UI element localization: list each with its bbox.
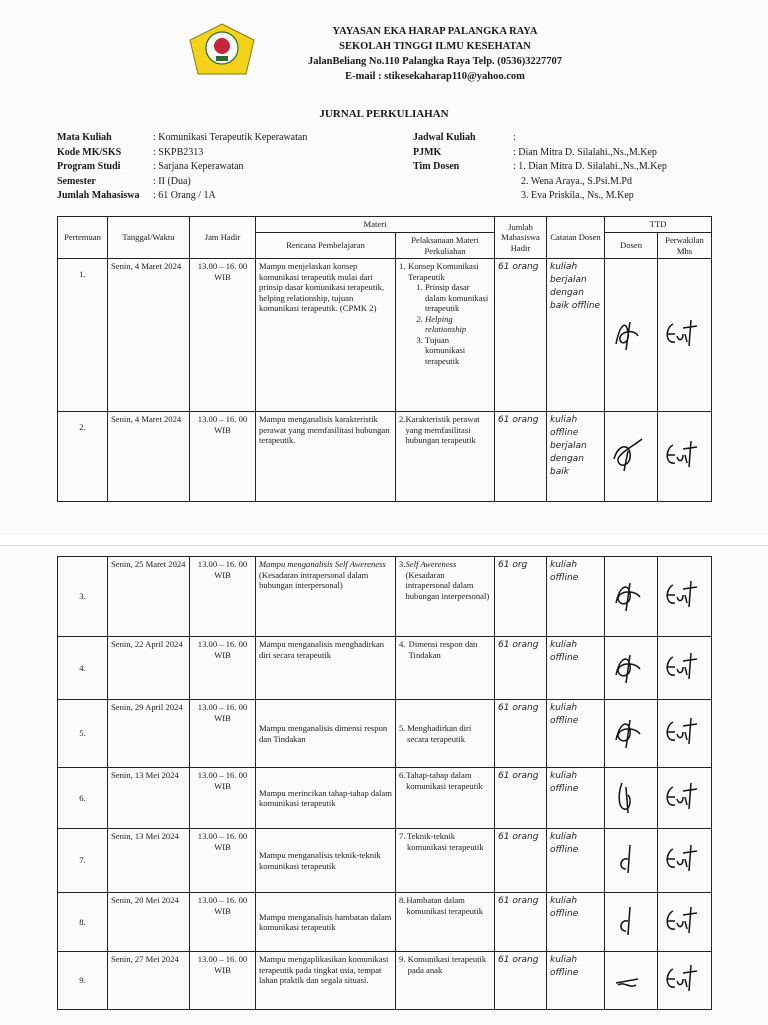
course-info-left: Mata Kuliah : Komunikasi Terapeutik Keperawatan Kode MK/SKS : SKPB2313 Program Studi : Sarjana Keperawatan Semester : II (Dua) Jumlah Mahasiswa : 61 Orang / 1A — [57, 132, 308, 201]
table-row: 7. Senin, 13 Mei 2024 13.00 – 16. 00 WIB Mampu menganalisis teknik-teknik komunikasi terapeutik 7. Teknik-teknik komunikasi terapeutik 61 orang kuliah offline — [58, 829, 712, 893]
student-signature — [658, 259, 712, 412]
document-page-2 — [0, 545, 768, 1025]
signature-icon — [661, 575, 701, 615]
student-signature — [658, 952, 712, 1010]
th-jam: Jam Hadir — [190, 217, 256, 259]
pelaksanaan-cell: 1. Konsep Komunikasi Terapeutik 1. Prinsip dasar dalam komunikasi terapeutik 2. Helping relationship 3. Tujuan komunikasi terapeutik — [396, 259, 495, 412]
table-row: 5. Senin, 29 April 2024 13.00 – 16. 00 WIB Mampu menganalisis dimensi respon dan Tindakan 5. Menghadirkan diri secara terapeutik 61 orang kuliah offline — [58, 700, 712, 768]
th-ttd: TTD — [605, 217, 712, 233]
student-signature — [658, 700, 712, 768]
th-catatan: Catatan Dosen — [547, 217, 605, 259]
th-pertemuan: Pertemuan — [58, 217, 108, 259]
email: E-mail : stikesekaharap110@yahoo.com — [345, 71, 525, 82]
dosen-signature — [605, 700, 658, 768]
table-row: 6. Senin, 13 Mei 2024 13.00 – 16. 00 WIB Mampu merincikan tahap-tahap dalam komunikasi terapeutik 6. Tahap-tahap dalam komunikasi terapeutik 61 orang kuliah offline — [58, 768, 712, 829]
signature-icon — [661, 901, 701, 941]
signature-icon — [608, 435, 648, 475]
dosen-signature — [605, 557, 658, 637]
th-materi: Materi — [256, 217, 495, 233]
signature-icon — [608, 712, 648, 752]
th-tanggal: Tanggal/Waktu — [108, 217, 190, 259]
table-row: 8. Senin, 20 Mei 2024 13.00 – 16. 00 WIB Mampu menganalisis hambatan dalam komunikasi terapeutik 8. Hambatan dalam komunikasi terapeutik 61 orang kuliah offline — [58, 893, 712, 952]
signature-icon — [608, 901, 648, 941]
letterhead-text — [260, 24, 610, 84]
school-name: SEKOLAH TINGGI ILMU KESEHATAN — [339, 41, 531, 52]
dosen-signature — [605, 893, 658, 952]
table-row: 4. Senin, 22 April 2024 13.00 – 16. 00 WIB Mampu menganalisis menghadirkan diri secara terapeutik 4. Dimensi respon dan Tindakan 61 orang kuliah offline — [58, 637, 712, 700]
student-signature — [658, 768, 712, 829]
institution-logo-icon — [188, 22, 256, 76]
table-row: 2. Senin, 4 Maret 2024 13.00 – 16. 00 WIB Mampu menganalisis karakteristik perawat yang memfasilitasi hubungan terapeutik. 2. Karakteristik perawat yang memfasilitasi hubungan terapeutik 61 orang kuliah offline berjalan dengan baik — [58, 412, 712, 502]
course-info-right: Jadwal Kuliah : PJMK : Dian Mitra D. Silalahi.,Ns.,M.Kep Tim Dosen : 1. Dian Mitra D. Silalahi.,Ns.,M.Kep 2. Wena Araya., S.Psi.M.Pd 3. Eva Priskila., Ns., M.Kep — [413, 132, 667, 201]
page-title: JURNAL PERKULIAHAN — [319, 108, 449, 120]
signature-icon — [608, 839, 648, 879]
dosen-signature — [605, 637, 658, 700]
signature-icon — [661, 712, 701, 752]
journal-table-page1 — [57, 216, 712, 502]
th-jumlah: Jumlah Mahasiswa Hadir — [495, 217, 547, 259]
th-dosen: Dosen — [605, 233, 658, 259]
signature-icon — [608, 777, 648, 817]
th-pelaksanaan: Pelaksanaan Materi Perkuliahan — [396, 233, 495, 259]
student-signature — [658, 412, 712, 502]
signature-icon — [608, 647, 648, 687]
dosen-signature — [605, 768, 658, 829]
org-name: YAYASAN EKA HARAP PALANGKA RAYA — [332, 26, 538, 37]
dosen-signature — [605, 412, 658, 502]
dosen-signature — [605, 952, 658, 1010]
student-signature — [658, 893, 712, 952]
signature-icon — [608, 959, 648, 999]
student-signature — [658, 557, 712, 637]
signature-icon — [608, 314, 648, 354]
table-row: 3. Senin, 25 Maret 2024 13.00 – 16. 00 WIB Mampu menganalisis Self Awereness (Kesadaran intrapersonal dalam hubungan interpersonal) 3. Self Awereness (Kesadaran intrapersonal dalam hubungan interpersonal) 61 org kuliah offline — [58, 557, 712, 637]
dosen-signature — [605, 829, 658, 893]
th-rencana: Rencana Pembelajaran — [256, 233, 396, 259]
student-signature — [658, 637, 712, 700]
signature-icon — [661, 959, 701, 999]
signature-icon — [661, 647, 701, 687]
signature-icon — [661, 839, 701, 879]
dosen-signature — [605, 259, 658, 412]
signature-icon — [661, 435, 701, 475]
address: JalanBeliang No.110 Palangka Raya Telp. (0536)3227707 — [307, 56, 563, 67]
journal-table-page2 — [57, 556, 712, 1010]
table-row: 1. Senin, 4 Maret 2024 13.00 – 16. 00 WIB Mampu menjelaskan konsep komunikasi terapeutik mulai dari prinsip dasar komunikasi terapeutik, helping relationship, tujuan komunikasi terapeutik. (CPMK 2) 1. Konsep Komunikasi Terapeutik 1. Prinsip dasar dalam komunikasi terapeutik 2. Helping relationship 3. Tujuan komunikasi terapeutik 61 orang kuliah berjalan dengan baik offline — [58, 259, 712, 412]
signature-icon — [661, 777, 701, 817]
th-perwakilan: Perwakilan Mhs — [658, 233, 712, 259]
signature-icon — [661, 314, 701, 354]
table-row: 9. Senin, 27 Mei 2024 13.00 – 16. 00 WIB Mampu mengaplikasikan komunikasi terapeutik pada tingkat usia, tempat lahan praktik dan segala situasi. 9. Komunikasi terapeutik pada anak 61 orang kuliah offline — [58, 952, 712, 1010]
student-signature — [658, 829, 712, 893]
signature-icon — [608, 575, 648, 615]
